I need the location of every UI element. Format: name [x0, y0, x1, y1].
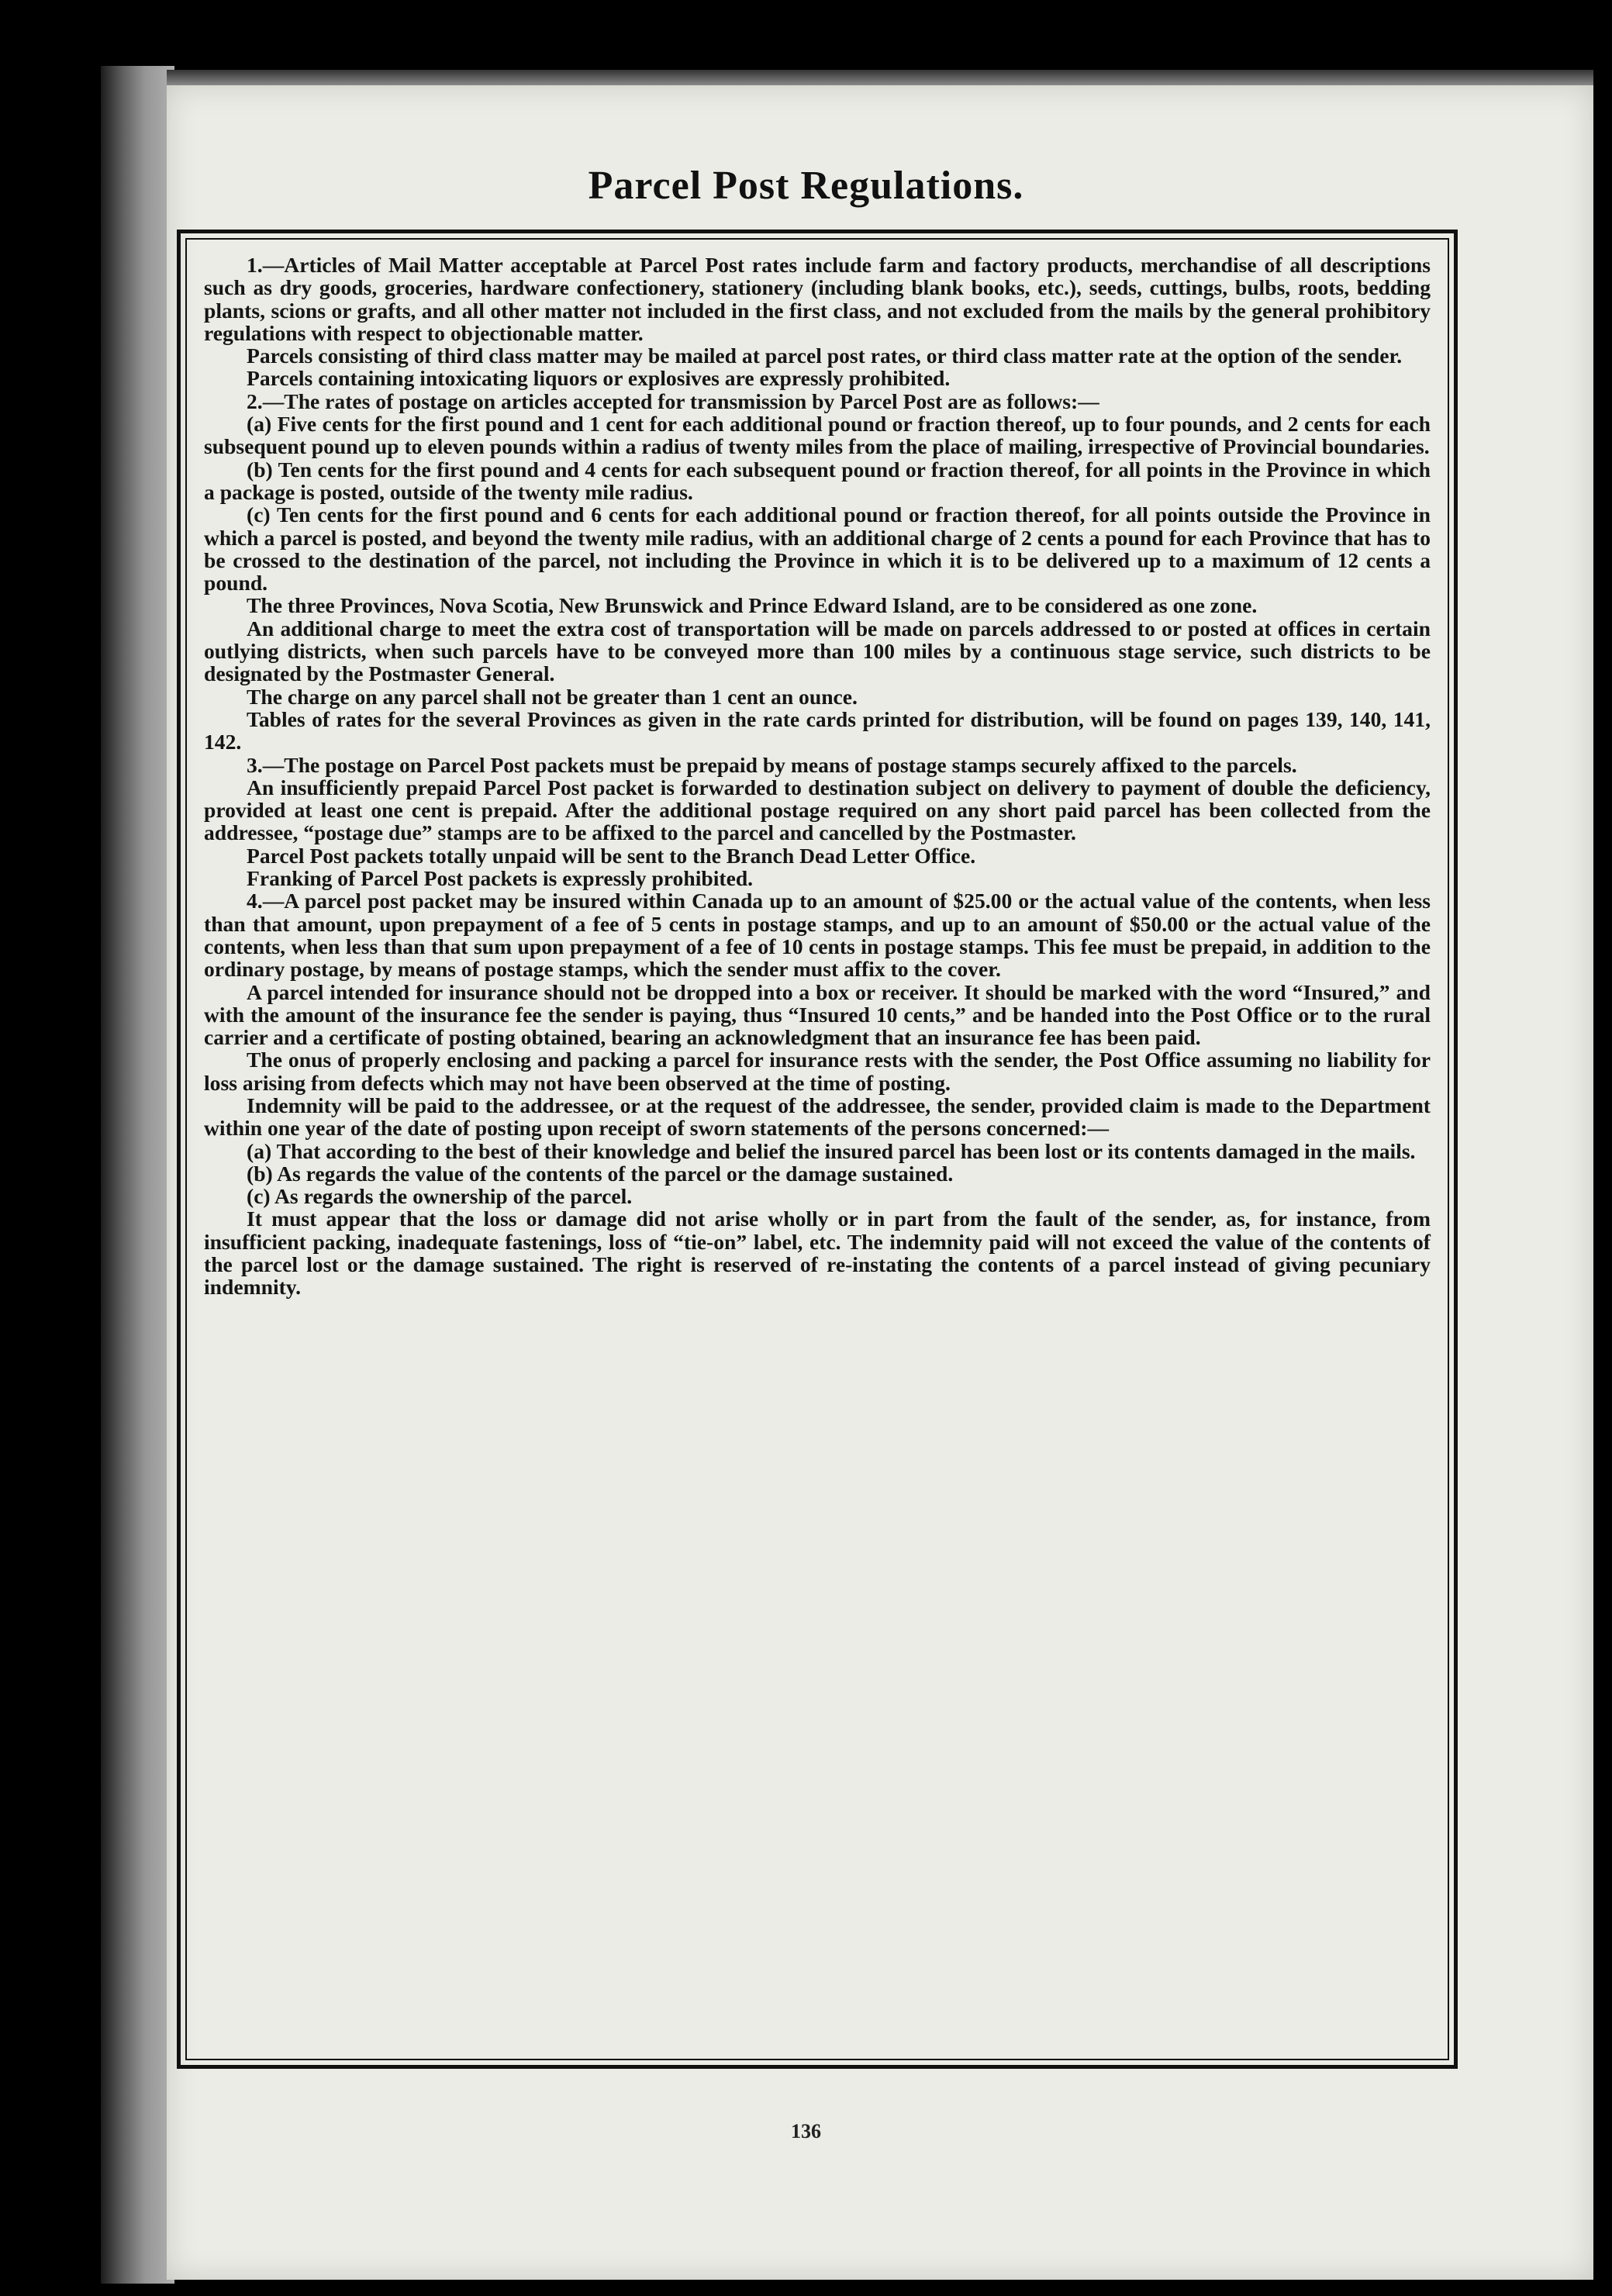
paragraph: (b) Ten cents for the first pound and 4 cents for each subsequent pound or fraction thereof, for all points in the Province in which a package is posted, outside of the twenty mile radius. — [204, 457, 1431, 504]
paragraph: (c) Ten cents for the first pound and 6 cents for each additional pound or fraction thereof, for all points outside the Province in which a parcel is posted, and beyond the twenty mile radius, with an additional charge of 2 cents a pound for each Province that has to be crossed to the destination of the parcel, not including the Province in which it is to be delivered up to a maximum of 12 cents a pound. — [204, 502, 1431, 596]
page-title: Parcel Post Regulations. — [588, 164, 1024, 208]
paragraph: Tables of rates for the several Provinces as given in the rate cards printed for distribution, will be found on pages 139, 140, 141, 142. — [204, 706, 1431, 754]
paragraph: The three Provinces, Nova Scotia, New Brunswick and Prince Edward Island, are to be considered as one zone. — [247, 593, 1258, 618]
paragraph: Indemnity will be paid to the addressee, or at the request of the addressee, the sender, provided claim is made to the Department within one year of the date of posting upon receipt of sworn statements of the persons concerned:— — [204, 1093, 1431, 1141]
paragraph: An insufficiently prepaid Parcel Post packet is forwarded to destination subject on delivery to payment of double the deficiency, provided at least one cent is prepaid. After the additional postage required on any short paid parcel has been collected from the addressee, “postage due” stamps are to be affixed to the parcel and cancelled by the Postmaster. — [204, 775, 1431, 845]
paragraph: Parcels containing intoxicating liquors or explosives are expressly prohibited. — [247, 366, 951, 391]
paragraph: The onus of properly enclosing and packing a parcel for insurance rests with the sender, the Post Office assuming no liability for loss arising from defects which may not have been observed at the time of posting. — [204, 1048, 1431, 1095]
paragraph: 2.—The rates of postage on articles accepted for transmission by Parcel Post are as follows:— — [247, 388, 1099, 413]
page-number: 136 — [791, 2120, 821, 2142]
paragraph: (a) Five cents for the first pound and 1 cent for each additional pound or fraction thereof, up to four pounds, and 2 cents for each subsequent pound up to eleven pounds within a radius of twenty miles from the place of mailing, irrespective of Provincial boundaries. — [204, 412, 1431, 459]
paragraph: It must appear that the loss or damage did not arise wholly or in part from the fault of the sender, as, for instance, from insufficient packing, inadequate fastenings, loss of “tie-on” label, etc. The indemnity paid will not exceed the value of the contents of the parcel lost or the damage sustained. The right is reserved of re-instating the contents of a parcel instead of giving pecuniary indemnity. — [204, 1207, 1431, 1300]
paragraph: Parcel Post packets totally unpaid will be sent to the Branch Dead Letter Office. — [247, 843, 976, 868]
paragraph: (a) That according to the best of their knowledge and belief the insured parcel has been lost or its contents damaged in the mails. — [247, 1138, 1416, 1163]
paragraph: 3.—The postage on Parcel Post packets must be prepaid by means of postage stamps securely affixed to the parcels. — [247, 752, 1297, 777]
paragraph: Parcels consisting of third class matter may be mailed at parcel post rates, or third class matter rate at the option of the sender. — [247, 344, 1403, 368]
paragraph: Franking of Parcel Post packets is expressly prohibited. — [247, 866, 754, 891]
paragraph: An additional charge to meet the extra cost of transportation will be made on parcels addressed to or posted at offices in certain outlying districts, when such parcels have to be conveyed more than 100 miles by a continuous stage service, such districts to be designated by the Postmaster General. — [204, 616, 1431, 686]
paragraph: 4.—A parcel post packet may be insured within Canada up to an amount of $25.00 or the actual value of the contents, when less than that amount, upon prepayment of a fee of 5 cents in postage stamps, and up to an amount of $50.00 or the actual value of the contents, when less than that sum upon prepayment of a fee of 10 cents in postage stamps. This fee must be prepaid, in addition to the ordinary postage, by means of postage stamps, which the sender must affix to the cover. — [204, 889, 1431, 982]
paragraph: (c) As regards the ownership of the parcel. — [247, 1184, 633, 1209]
book-spine-edge — [101, 66, 174, 2284]
paragraph: A parcel intended for insurance should not be dropped into a box or receiver. It should be marked with the word “Insured,” and with the amount of the insurance fee the sender is paying, thus “Insured 10 cents,” and be handed into the Post Office or to the rural carrier and a certificate of posting obtained, bearing an acknowledgment that an insurance fee has been paid. — [204, 979, 1431, 1050]
regulations-frame — [177, 230, 1458, 2069]
paragraph: (b) As regards the value of the contents of the parcel or the damage sustained. — [247, 1161, 954, 1186]
regulations-body — [185, 238, 1449, 2060]
paragraph: The charge on any parcel shall not be greater than 1 cent an ounce. — [247, 684, 858, 709]
paragraph: 1.—Articles of Mail Matter acceptable at Parcel Post rates include farm and factory products, merchandise of all descriptions such as dry goods, groceries, hardware confectionery, stationery (including blank books, etc.), seeds, cuttings, bulbs, roots, bedding plants, scions or grafts, and all other matter not included in the first class, and not excluded from the mails by the general prohibitory regulations with respect to objectionable matter. — [204, 253, 1431, 345]
